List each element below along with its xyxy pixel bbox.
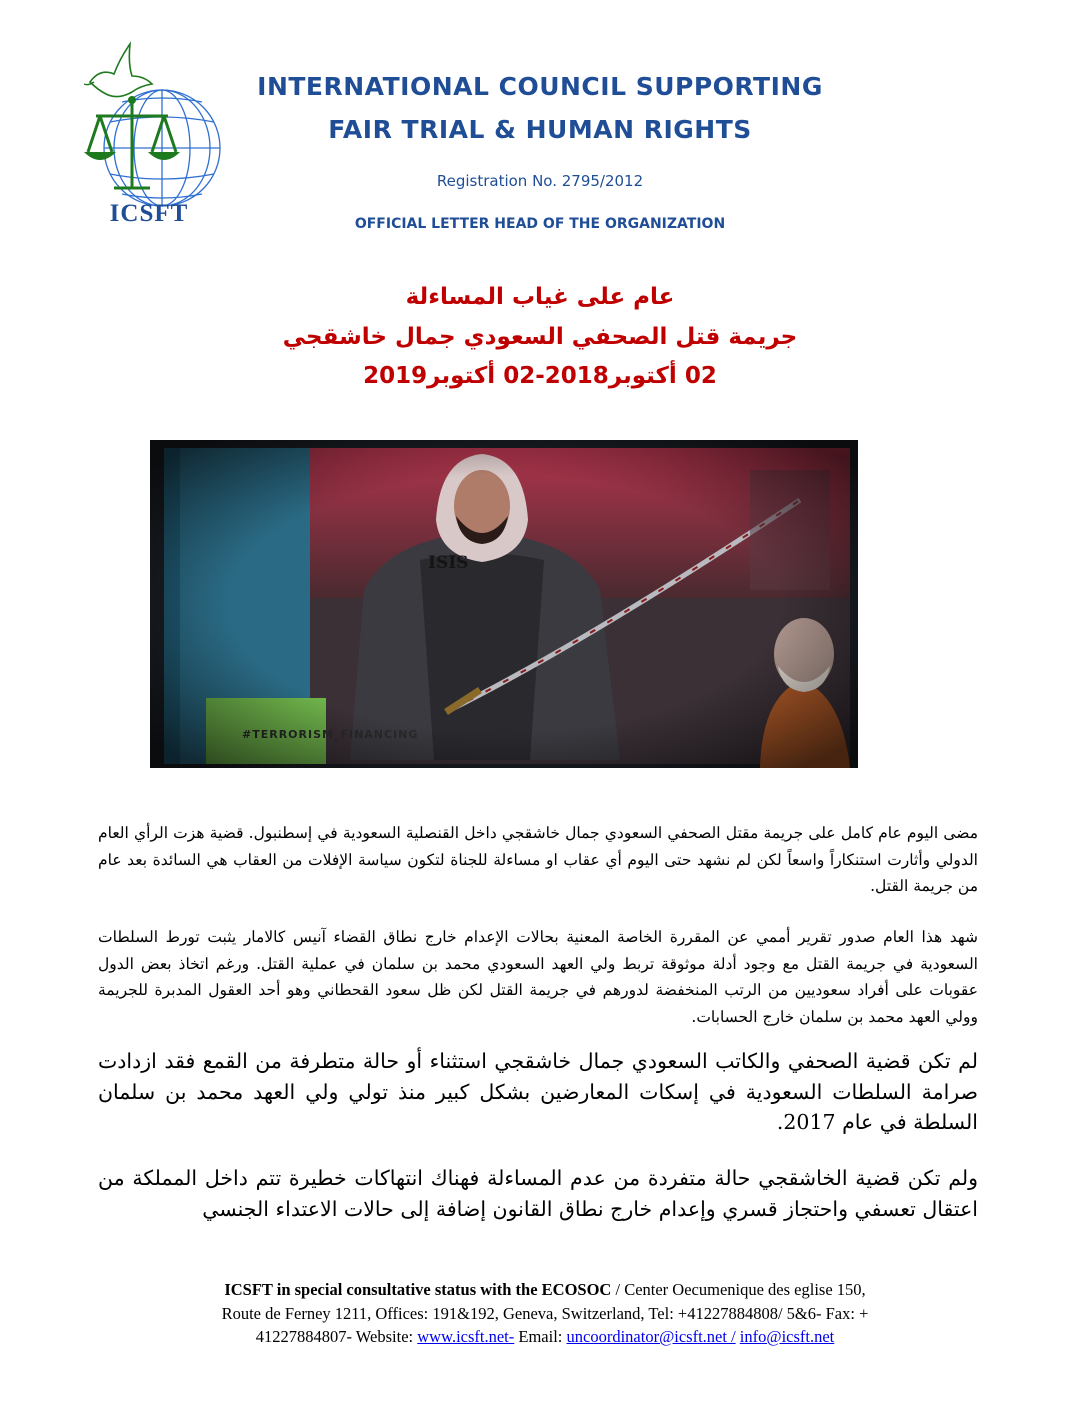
footer-address-start: / Center Oecumenique des eglise 150, [611, 1280, 866, 1299]
email-link-coordinator[interactable]: uncoordinator@icsft.net / [566, 1327, 736, 1346]
footer [120, 1278, 970, 1349]
website-link[interactable]: www.icsft.net- [417, 1327, 515, 1346]
footer-line3 [120, 1325, 970, 1349]
footer-line2: Route de Ferney 1211, Offices: 191&192, Geneva, Switzerland, Tel: +41227884808/ 5&6- Fax: + [221, 1303, 869, 1323]
paragraph-4: ولم تكن قضية الخاشقجي حالة متفردة من عدم المساءلة فهناك انتهاكات خطيرة تتم داخل المملكة من اعتقال تعسفي واحتجاز قسري وإعدام خارج نطاق القانون إضافة إلى حالات الاعتداء الجنسي [98, 1166, 978, 1221]
title-line1: عام على غياب المساءلة [405, 284, 675, 310]
email-link-info[interactable]: info@icsft.net [739, 1327, 835, 1346]
article-photo [150, 440, 858, 768]
org-name-line1: INTERNATIONAL COUNCIL SUPPORTING [257, 72, 823, 101]
logo-text: ICSFT [109, 200, 189, 227]
footer-fax-website-label: 41227884807- Website: [255, 1327, 418, 1346]
title-line2: جريمة قتل الصحفي السعودي جمال خاشقجي [282, 324, 798, 350]
paragraph-2: شهد هذا العام صدور تقرير أممي عن المقررة الخاصة المعنية بحالات الإعدام خارج نطاق القضاء آنيس كالامار يثبت تورط السلطات السعودية في جريمة القتل مع وجود أدلة موثوقة تربط ولي العهد السعودي محمد بن سلمان في عملية القتل. ورغم اتخاذ بعض الدول عقوبات على أفراد سعوديين من الرتب المنخفضة لدورهم في جريمة القتل لكن ظل سعود القحطاني وهو أحد العقول المدبرة للجريمة وولي العهد محمد بن سلمان خارج الحسابات. [98, 928, 978, 1026]
footer-email-label: Email: [514, 1327, 567, 1346]
registration-number: Registration No. 2795/2012 [436, 172, 644, 190]
paragraph-3: لم تكن قضية الصحفي والكاتب السعودي جمال خاشقجي استثناء أو حالة متطرفة من القمع فقد ازدادت صرامة السلطات السعودية في إسكات المعارضين بشكل كبير منذ تولي ولي العهد محمد بن سلمان السلطة في عام 2017. [98, 1049, 978, 1134]
title-dates: 02 أكتوبر2018-02 أكتوبر2019 [363, 363, 717, 389]
official-letterhead: OFFICIAL LETTER HEAD OF THE ORGANIZATION [354, 216, 726, 232]
footer-line1 [120, 1278, 970, 1302]
paragraph-1: مضى اليوم عام كامل على جريمة مقتل الصحفي السعودي جمال خاشقجي داخل القنصلية السعودية في إسطنبول. قضية هزت الرأي العام الدولي وأثارت استنكاراً واسعاً لكن لم نشهد حتى اليوم أي عقاب او مساءلة للجناة لتكون سياسة الإفلات من العقاب هي السائدة بعد عام من جريمة القتل. [98, 824, 978, 895]
org-name-line2: FAIR TRIAL & HUMAN RIGHTS [328, 115, 752, 144]
footer-status: ICSFT in special consultative status with the ECOSOC [224, 1280, 612, 1299]
